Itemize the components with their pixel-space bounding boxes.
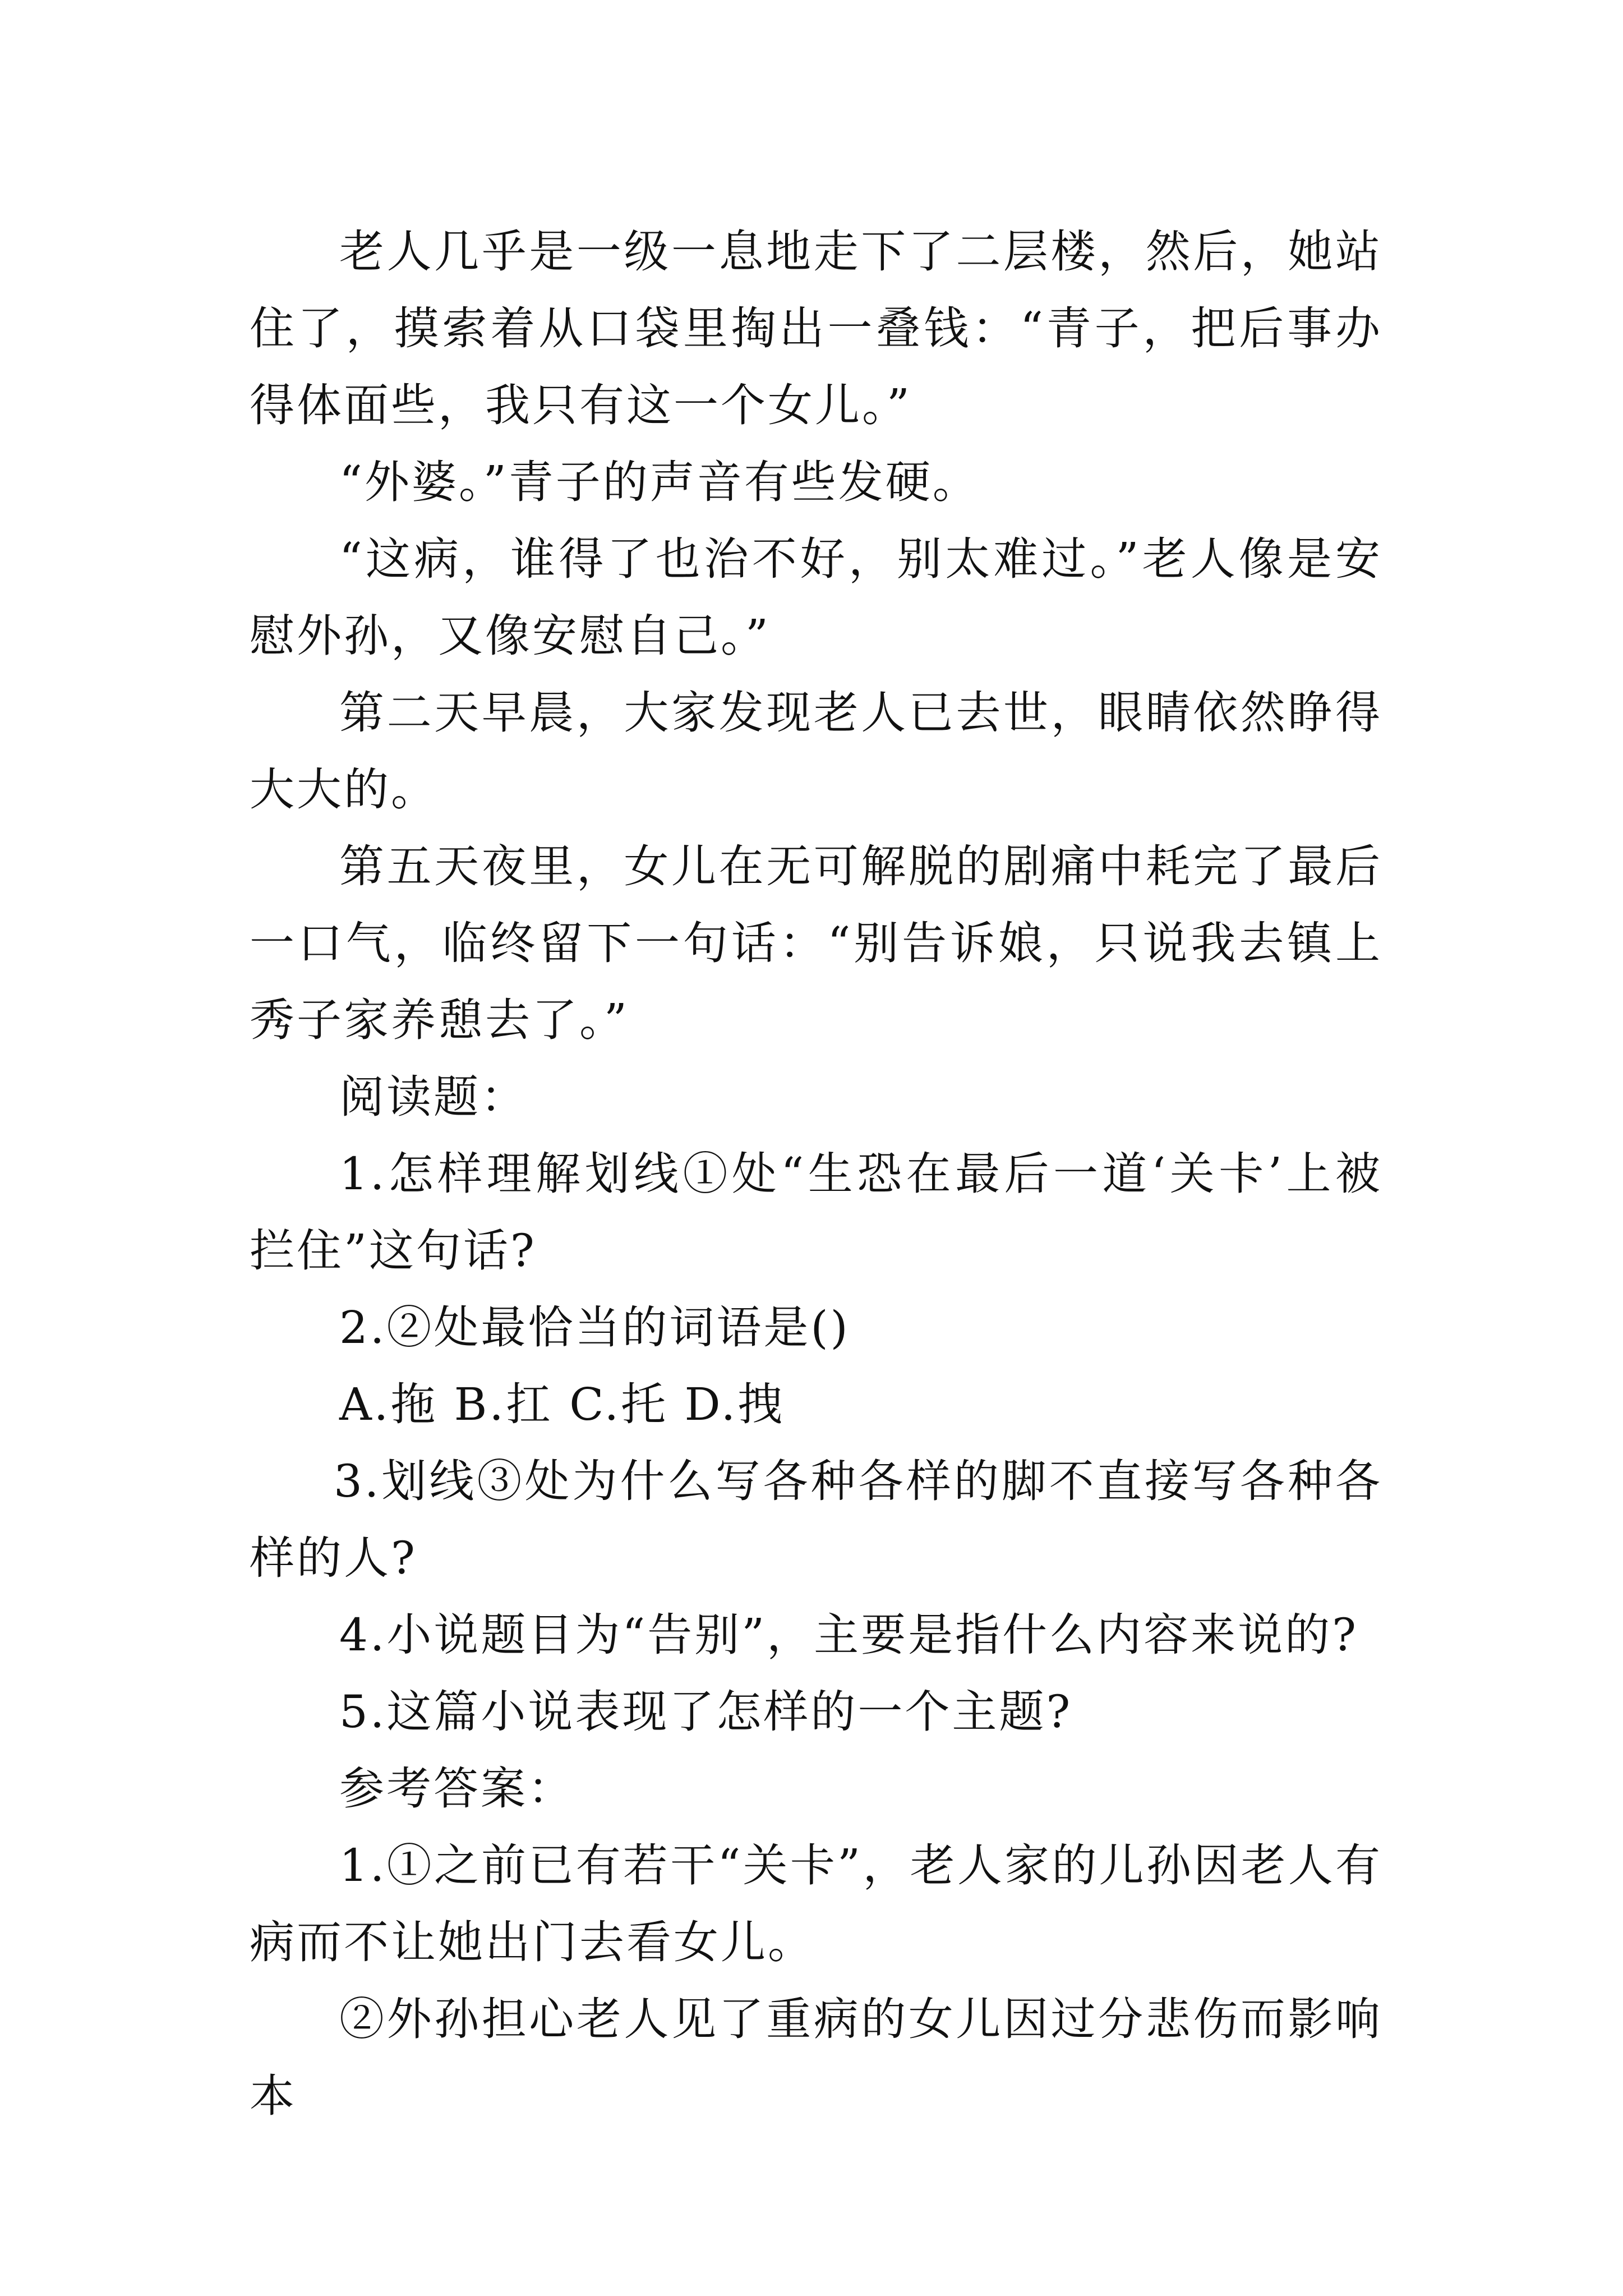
paragraph-second-day: 第二天早晨，大家发现老人已去世，眼睛依然睁得大大的。 xyxy=(250,687,1382,816)
paragraph-comfort: “这病，谁得了也治不好，别太难过。”老人像是安慰外孙，又像安慰自己。” xyxy=(250,533,1382,662)
question-2: 2.②处最恰当的词语是() xyxy=(339,1301,850,1354)
paragraph-grandma-call: “外婆。”青子的声音有些发硬。 xyxy=(339,456,980,508)
question-3: 3.划线③处为什么写各种各样的脚不直接写各种各样的人? xyxy=(250,1455,1382,1584)
reading-questions-heading: 阅读题： xyxy=(339,1071,528,1123)
document-body xyxy=(250,213,1382,2134)
question-2-options: A.拖 B.扛 C.托 D.拽 xyxy=(339,1378,785,1430)
answer-1-part-1: 1.①之前已有若干“关卡”，老人家的儿孙因老人有病而不让她出门去看女儿。 xyxy=(250,1839,1382,1968)
question-5: 5.这篇小说表现了怎样的一个主题? xyxy=(339,1686,1073,1738)
question-4: 4.小说题目为“告别”，主要是指什么内容来说的? xyxy=(339,1609,1359,1661)
answers-heading: 参考答案： xyxy=(339,1763,575,1815)
question-1: 1.怎样理解划线①处“生恐在最后一道‘关卡’上被拦住”这句话? xyxy=(250,1148,1382,1277)
paragraph-old-woman-descends: 老人几乎是一级一息地走下了二层楼，然后，她站住了，摸索着从口袋里掏出一叠钱：“青子，把后事办得体面些，我只有这一个女儿。” xyxy=(250,226,1382,431)
paragraph-fifth-night: 第五天夜里，女儿在无可解脱的剧痛中耗完了最后一口气，临终留下一句话：“别告诉娘，只说我去镇上秀子家养憩去了。” xyxy=(250,840,1382,1046)
answer-1-part-2: ②外孙担心老人见了重病的女儿因过分悲伤而影响本 xyxy=(250,1993,1382,2122)
